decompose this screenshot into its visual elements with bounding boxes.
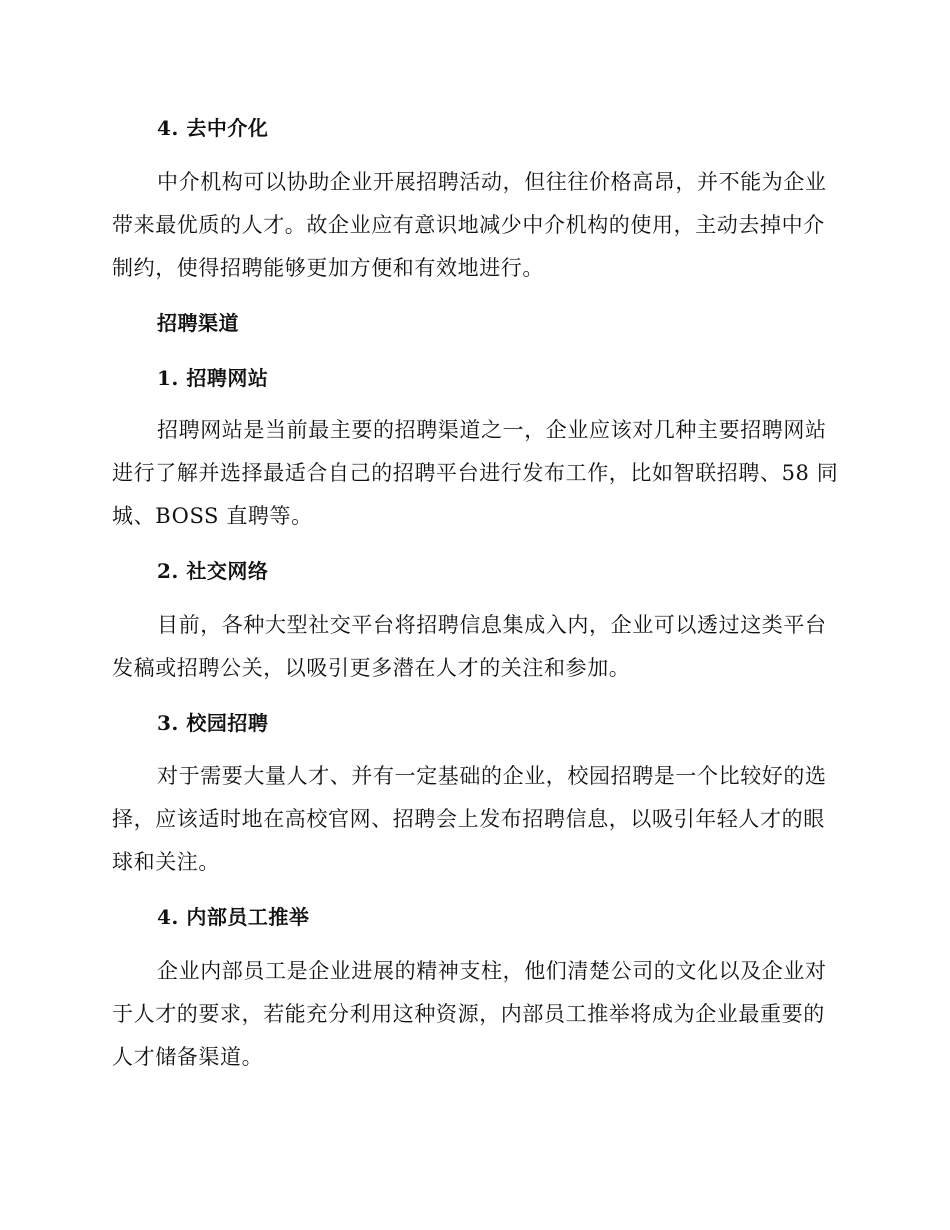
paragraph-line: 中介机构可以协助企业开展招聘活动，但往往价格高昂，并不能为企业 <box>157 170 827 194</box>
paragraph-line: 目前，各种大型社交平台将招聘信息集成入内，企业可以透过这类平台 <box>157 613 827 637</box>
paragraph-line: 人才储备渠道。 <box>112 1045 264 1069</box>
section-heading-recruitment-channels: 招聘渠道 <box>157 311 239 335</box>
paragraph-line: 择，应该适时地在高校官网、招聘会上发布招聘信息，以吸引年轻人才的眼 <box>112 807 825 831</box>
paragraph-line: 企业内部员工是企业进展的精神支柱，他们清楚公司的文化以及企业对 <box>157 959 827 983</box>
paragraph-line: 城、BOSS 直聘等。 <box>112 504 313 528</box>
paragraph-job-websites <box>112 409 839 538</box>
paragraph-line: 发稿或招聘公关，以吸引更多潜在人才的关注和参加。 <box>112 656 631 680</box>
section-heading-campus-recruitment: 3. 校园招聘 <box>157 711 269 735</box>
paragraph-employee-referral <box>112 950 832 1079</box>
paragraph-decentralize <box>112 161 832 290</box>
section-heading-social-network: 2. 社交网络 <box>157 559 269 583</box>
paragraph-line: 招聘网站是当前最主要的招聘渠道之一，企业应该对几种主要招聘网站 <box>157 418 827 442</box>
paragraph-line: 进行了解并选择最适合自己的招聘平台进行发布工作，比如智联招聘、58 同 <box>112 461 839 485</box>
paragraph-line: 球和关注。 <box>112 850 220 874</box>
paragraph-campus-recruitment <box>112 755 832 884</box>
paragraph-line: 于人才的要求，若能充分利用这种资源，内部员工推举将成为企业最重要的 <box>112 1002 825 1026</box>
section-heading-employee-referral: 4. 内部员工推举 <box>157 905 310 929</box>
section-heading-job-websites: 1. 招聘网站 <box>157 366 269 390</box>
paragraph-line: 带来最优质的人才。故企业应有意识地减少中介机构的使用，主动去掉中介 <box>112 213 825 237</box>
paragraph-social-network <box>112 604 832 690</box>
paragraph-line: 对于需要大量人才、并有一定基础的企业，校园招聘是一个比较好的选 <box>157 764 827 788</box>
section-heading-decentralize: 4. 去中介化 <box>157 116 269 140</box>
paragraph-line: 制约，使得招聘能够更加方便和有效地进行。 <box>112 256 544 280</box>
